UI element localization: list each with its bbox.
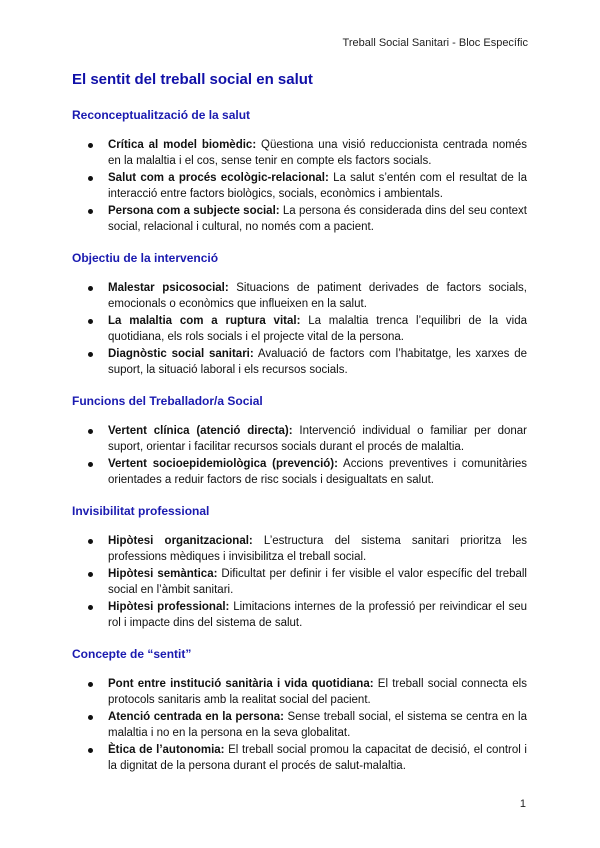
bullet-dot: [88, 715, 93, 720]
bullet-list: [72, 676, 527, 774]
bullet-term: Persona com a subjecte social:: [108, 205, 280, 217]
section-heading: Funcions del Treballador/a Social: [72, 394, 263, 408]
bullet-text: Intervenció individual o familiar per donar suport, orientar i facilitar recursos socials durant el procés de malaltia.: [108, 425, 527, 453]
bullet-term: Ètica de l’autonomia:: [108, 744, 225, 756]
list-item: [72, 313, 527, 345]
page-title: El sentit del treball social en salut: [72, 71, 313, 88]
bullet-text: Sense treball social, el sistema se centra en la malaltia i no en la persona en la seva globalitat.: [108, 711, 527, 739]
list-item: [72, 599, 527, 631]
list-item: [72, 170, 527, 202]
bullet-term: Vertent socioepidemiològica (prevenció):: [108, 458, 338, 470]
section-heading: Objectiu de la intervenció: [72, 251, 219, 265]
list-item: [72, 533, 527, 565]
list-item: [72, 423, 527, 455]
bullet-term: Malestar psicosocial:: [108, 282, 229, 294]
bullet-dot: [88, 286, 93, 291]
bullet-text: L’estructura del sistema sanitari prioritza les professions mèdiques i invisibilitza el treball social.: [108, 535, 527, 563]
list-item: [72, 676, 527, 708]
bullet-term: Hipòtesi organitzacional:: [108, 535, 253, 547]
bullet-term: Hipòtesi professional:: [108, 601, 230, 613]
list-item: [72, 346, 527, 378]
section-invisibilitat: [72, 503, 527, 631]
bullet-text: La persona és considerada dins del seu context social, relacional i cultural, no només com a pacient.: [108, 205, 527, 233]
bullet-term: Vertent clínica (atenció directa):: [108, 425, 293, 437]
list-item: [72, 203, 527, 235]
list-item: [72, 280, 527, 312]
document-body: [72, 107, 527, 789]
bullet-text: Limitacions internes de la professió per reivindicar el seu rol i impacte dins del sistema de salut.: [108, 601, 527, 629]
bullet-term: Salut com a procés ecològic-relacional:: [108, 172, 329, 184]
list-item: [72, 456, 527, 488]
bullet-text: El treball social connecta els protocols sanitaris amb la realitat social del pacient.: [108, 678, 527, 706]
list-item: [72, 566, 527, 598]
bullet-list: [72, 280, 527, 378]
bullet-text: La malaltia trenca l’equilibri de la vida quotidiana, els rols socials i el projecte vital de la persona.: [108, 315, 527, 343]
section-heading: Invisibilitat professional: [72, 504, 210, 518]
bullet-list: [72, 423, 527, 488]
bullet-text: Dificultat per definir i fer visible el valor específic del treball social en l’àmbit sanitari.: [108, 568, 527, 596]
bullet-dot: [88, 748, 93, 753]
bullet-dot: [88, 429, 93, 434]
bullet-text: Qüestiona una visió reduccionista centrada només en la malaltia i el cos, sense tenir en compte els factors socials.: [108, 139, 527, 167]
bullet-list: [72, 533, 527, 631]
bullet-text: La salut s’entén com el resultat de la interacció entre factors biològics, socials, econòmics i ambientals.: [108, 172, 528, 200]
bullet-term: Atenció centrada en la persona:: [108, 711, 284, 723]
bullet-term: Hipòtesi semàntica:: [108, 568, 218, 580]
bullet-dot: [88, 462, 93, 467]
section-heading: Reconceptualització de la salut: [72, 108, 251, 122]
section-heading: Concepte de “sentit”: [72, 647, 192, 661]
section-objectiu: [72, 250, 527, 378]
page-number: 1: [519, 798, 526, 810]
bullet-text: El treball social promou la capacitat de decisió, el control i la dignitat de la persona durant el procés de salut-malaltia.: [108, 744, 527, 772]
bullet-dot: [88, 319, 93, 324]
section-concepte-sentit: [72, 646, 527, 774]
bullet-text: Situacions de patiment derivades de factors socials, emocionals o econòmics que influeixen en la salut.: [108, 282, 527, 310]
section-funcions: [72, 393, 527, 488]
bullet-text: Accions preventives i comunitàries orientades a reduir factors de risc socials i desigualtats en salut.: [108, 458, 527, 486]
bullet-dot: [88, 682, 93, 687]
section-reconceptualitzacio: [72, 107, 527, 235]
list-item: [72, 709, 527, 741]
bullet-term: La malaltia com a ruptura vital:: [108, 315, 301, 327]
bullet-dot: [88, 539, 93, 544]
bullet-text: Avaluació de factors com l’habitatge, les xarxes de suport, la situació laboral i els recursos socials.: [108, 348, 528, 376]
bullet-term: Diagnòstic social sanitari:: [108, 348, 254, 360]
bullet-dot: [88, 352, 93, 357]
bullet-dot: [88, 143, 93, 148]
bullet-term: Pont entre institució sanitària i vida quotidiana:: [108, 678, 374, 690]
bullet-list: [72, 137, 527, 235]
list-item: [72, 742, 527, 774]
bullet-dot: [88, 176, 93, 181]
bullet-dot: [88, 572, 93, 577]
bullet-term: Crítica al model biomèdic:: [108, 139, 257, 151]
bullet-dot: [88, 605, 93, 610]
bullet-dot: [88, 209, 93, 214]
list-item: [72, 137, 527, 169]
running-header: Treball Social Sanitari - Bloc Específic: [342, 37, 528, 49]
